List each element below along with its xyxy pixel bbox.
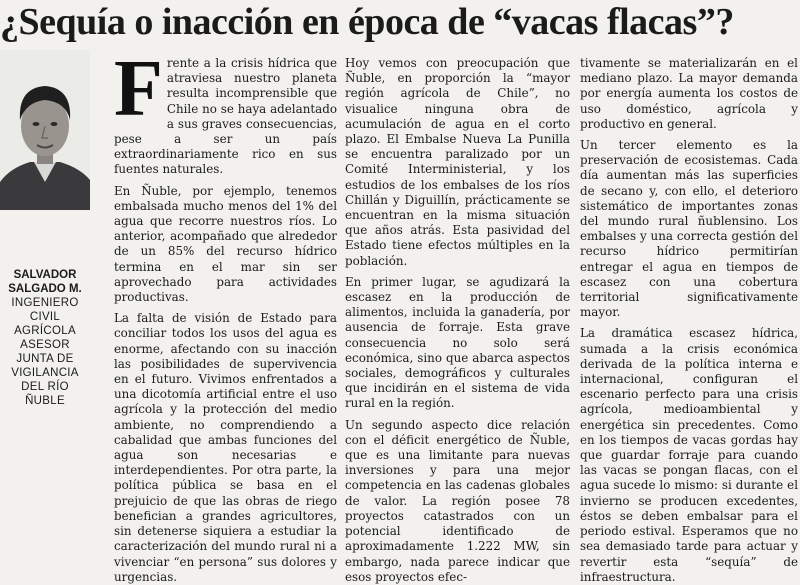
- article-paragraph: Un tercer elemento es la preservación de ecosistemas. Cada día aumentan más las superficies de secano y, con ello, el deterioro sistemático de importantes zonas del mundo rural ñublensino. Los embalses y una correcta gestión del recurso hídrico permitirían entregar el agua en tiempos de escasez con una cobertura territorial significativamente mayor.: [580, 138, 798, 320]
- article-paragraph: En primer lugar, se agudizará la escasez en la producción de alimentos, incluida la ganadería, por ausencia de forraje. Esta grave consecuencia no solo será económica, sino que abarca aspectos sociales, demográficos y culturales que incidirán en el sistema de vida rural en la región.: [345, 274, 570, 411]
- paragraph-text: rente a la crisis hídrica que atraviesa nuestro planeta resulta incomprensible que Chile no se haya adelantado a sus graves consecuencias, pese a ser un país extraordinariamente rico en sus fuentes naturales.: [114, 56, 337, 177]
- author-role-line: ASESOR: [20, 339, 70, 351]
- author-role-line: JUNTA DE: [16, 353, 74, 365]
- article-paragraph: En Ñuble, por ejemplo, tenemos embalsada mucho menos del 1% del agua que recorre nuestros ríos. Lo anterior, acompañado que alrededor de un 85% del recurso hídrico termina en el mar sin ser aprovechado para actividades productivas.: [114, 183, 337, 305]
- author-name-line2: SALGADO M.: [8, 283, 82, 295]
- author-role-line: AGRÍCOLA: [14, 325, 76, 337]
- author-role-line: VIGILANCIA: [11, 367, 79, 379]
- author-name-line1: SALVADOR: [13, 269, 77, 281]
- author-role-line: INGENIERO: [11, 297, 79, 309]
- article-paragraph: La falta de visión de Estado para conciliar todos los usos del agua es enorme, afectando con su inacción las posibilidades de supervivencia en el futuro. Vivimos enfrentados a una dicotomía artificial entre el uso agrícola y la protección del medio ambiente, no comprendiendo a cabalidad que ambas funciones del agua son necesarias e interdependientes. Por otra parte, la política pública se basa en el prejuicio de que las obras de riego benefician a grandes agricultores, sin detenerse siquiera a estudiar la caracterización del mundo rural ni a vivenciar “en persona” sus dolores y urgencias.: [114, 311, 337, 584]
- author-photo: [0, 50, 90, 210]
- article-paragraph: Hoy vemos con preocupación que Ñuble, en proporción la “mayor región agrícola de Chile”, no visualice ninguna obra de acumulación de agua en el corto plazo. El Embalse Nueva La Punilla se encuentra paralizado por un Comité Interministerial, y los estudios de los embalses de los ríos Chillán y Diguillín, prácticamente se encuentran en la misma situación que años atrás. Esta pasividad del Estado tiene efectos múltiples en la población.: [345, 56, 570, 268]
- article-paragraph: [114, 45, 337, 178]
- author-portrait-image: [0, 50, 90, 210]
- drop-cap: F: [114, 45, 163, 133]
- author-role-line: CIVIL: [29, 311, 61, 323]
- article-column-3: [580, 56, 798, 584]
- article-paragraph: Un segundo aspecto dice relación con el déficit energético de Ñuble, que es una limitante para nuevas inversiones y para una mejor competencia en las cadenas globales de valor. La región posee 78 proyectos catastrados con un potencial identificado de aproximadamente 1.222 MW, sin embargo, nada parece indicar que esos proyectos efec-: [345, 417, 570, 584]
- article-column-1: [114, 45, 337, 584]
- article-paragraph: tivamente se materializarán en el mediano plazo. La mayor demanda por energía aumenta los costos de uso doméstico, agrícola y productivo en general.: [580, 56, 798, 131]
- author-byline: [0, 268, 90, 408]
- author-role-line: ÑUBLE: [25, 395, 65, 407]
- author-role-line: DEL RÍO: [21, 381, 69, 393]
- article-column-2: [345, 56, 570, 584]
- article-headline: ¿Sequía o inacción en época de “vacas flacas”?: [0, 1, 734, 43]
- article-paragraph: La dramática escasez hídrica, sumada a la crisis económica derivada de la política interna e internacional, configuran el escenario perfecto para una crisis agrícola, medioambiental y energética sin precedentes. Como en los tiempos de vacas gordas hay que guardar forraje para cuando las vacas se pongan flacas, con el agua sucede lo mismo: si durante el invierno se producen excedentes, éstos se deben embalsar para el periodo estival. Esperamos que no sea demasiado tarde para actuar y revertir esta “sequía” de infraestructura.: [580, 326, 798, 584]
